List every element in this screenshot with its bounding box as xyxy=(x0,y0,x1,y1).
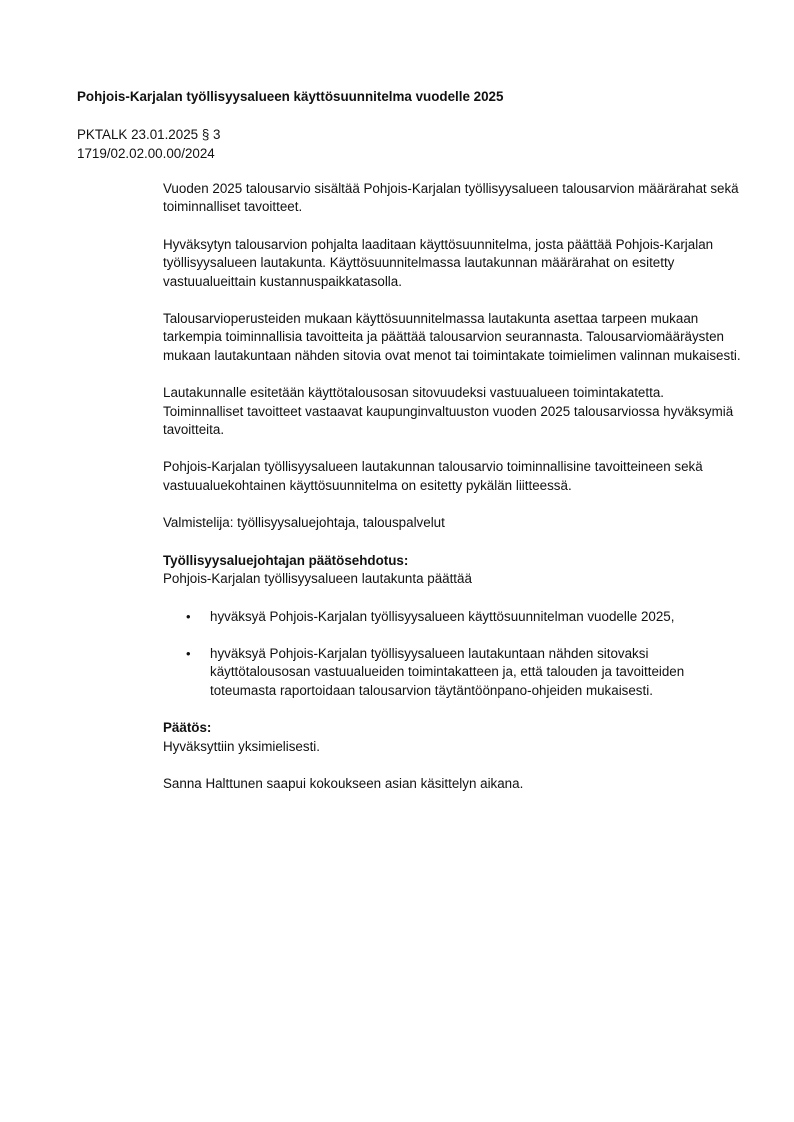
list-item xyxy=(163,608,743,626)
bullet-icon: • xyxy=(186,645,191,661)
paragraph-budget: Vuoden 2025 talousarvio sisältää Pohjois-Karjalan työllisyysalueen talousarvion määrärahat sekä toiminnalliset tavoitteet. xyxy=(163,181,739,215)
record-number: 1719/02.02.00.00/2024 xyxy=(77,145,215,161)
proposal-list xyxy=(163,608,743,701)
paragraph-budget-principles: Talousarvioperusteiden mukaan käyttösuunnitelmassa lautakunta asettaa tarpeen mukaan tarkempia toiminnallisia tavoitteita ja päättää talousarvion seurannasta. Talousarviomääräysten mukaan lautakuntaan nähden sitovia ovat menot tai toimintakate toimielimen valinnan mukaisesti. xyxy=(163,311,741,363)
decision-heading: Päätös: xyxy=(163,720,212,736)
paragraph-binding: Lautakunnalle esitetään käyttötalousosan sitovuudeksi vastuualueen toimintakatetta. Toiminnalliset tavoitteet vastaavat kaupunginvaltuuston vuoden 2025 talousarviossa hyväksymiä tavoitteita. xyxy=(163,385,734,438)
list-item-text: hyväksyä Pohjois-Karjalan työllisyysalueen käyttösuunnitelman vuodelle 2025, xyxy=(210,608,675,624)
decision-text: Hyväksyttiin yksimielisesti. xyxy=(163,738,320,754)
meeting-reference: PKTALK 23.01.2025 § 3 xyxy=(77,127,221,143)
paragraph-attachment: Pohjois-Karjalan työllisyysalueen lautakunnan talousarvio toiminnallisine tavoitteineen sekä vastuualuekohtainen käyttösuunnitelma on esitetty pykälän liitteessä. xyxy=(163,459,703,493)
proposal-intro: Pohjois-Karjalan työllisyysalueen lautakunta päättää xyxy=(163,571,472,587)
paragraph-preparer: Valmistelija: työllisyysaluejohtaja, talouspalvelut xyxy=(163,515,445,531)
document-title: Pohjois-Karjalan työllisyysalueen käyttösuunnitelma vuodelle 2025 xyxy=(77,89,504,104)
proposal-section xyxy=(163,552,743,700)
decision-section xyxy=(163,719,743,756)
proposal-heading: Työllisyysaluejohtajan päätösehdotus: xyxy=(163,552,409,568)
list-item-text: hyväksyä Pohjois-Karjalan työllisyysalueen lautakuntaan nähden sitovaksi käyttötalousosan vastuualueiden toimintakatteen ja, että talouden ja tavoitteiden toteumasta raportoidaan talousarvion täytäntöönpano-ohjeiden mukaisesti. xyxy=(210,645,685,698)
document-body xyxy=(163,180,743,812)
paragraph-usage-plan: Hyväksytyn talousarvion pohjalta laaditaan käyttösuunnitelma, josta päättää Pohjois-Karjalan työllisyysalueen lautakunta. Käyttösuunnitelmassa lautakunnan määrärahat on esitetty vastuualueittain kustannuspaikkatasolla. xyxy=(163,236,714,289)
list-item xyxy=(163,645,743,700)
bullet-icon: • xyxy=(186,608,191,624)
attendance-note: Sanna Halttunen saapui kokoukseen asian käsittelyn aikana. xyxy=(163,775,524,791)
document-header xyxy=(77,88,757,163)
